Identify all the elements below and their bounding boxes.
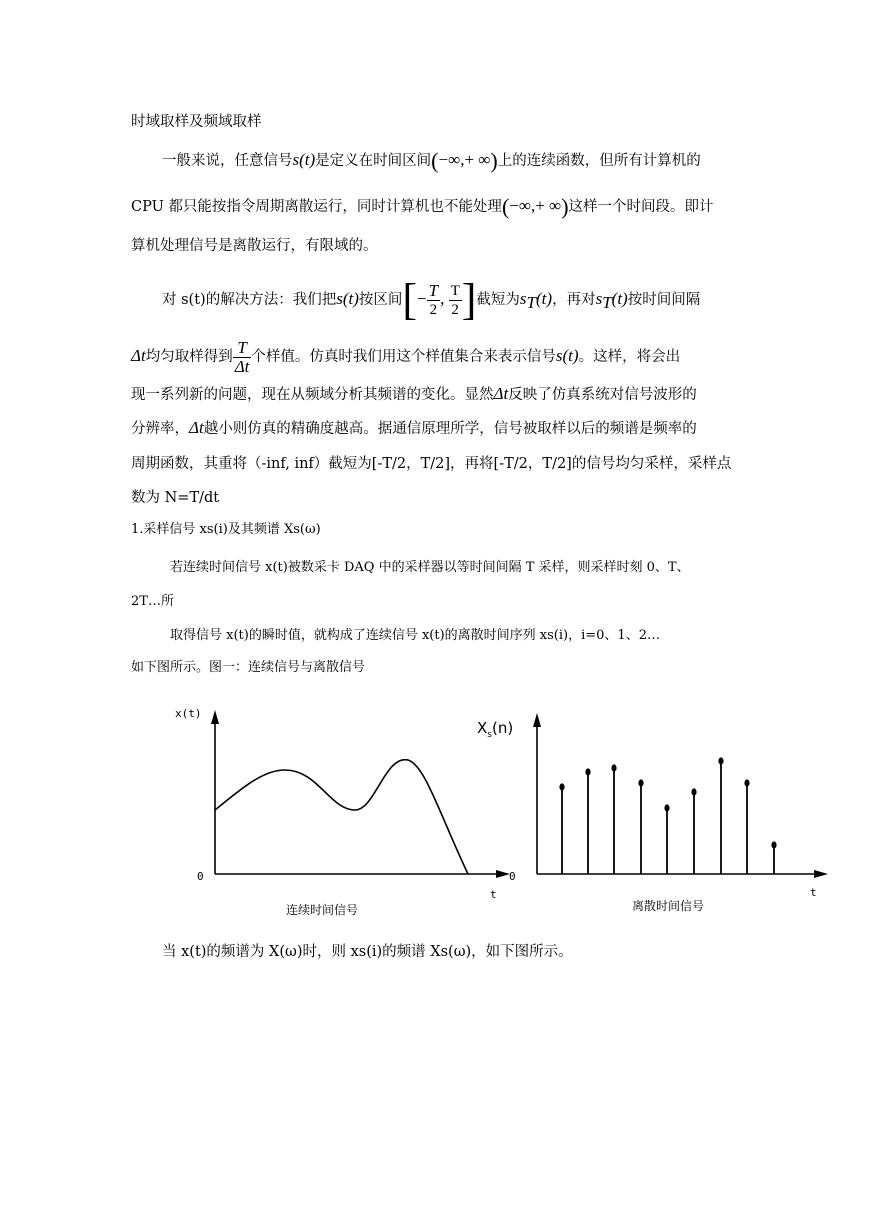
sample-dot [638,779,643,786]
left-y-arrow-icon [211,710,219,724]
section1-p2-line2: 如下图所示。图一：连续信号与离散信号 [131,660,366,675]
right-x-arrow-icon [814,870,828,878]
left-x-label: t [490,888,497,901]
sample-stems [559,757,776,874]
section1-p1-line1: 若连续时间信号 x(t)被数采卡 DAQ 中的采样器以等时间间隔 T 采样，则采样时刻 0、T、 [170,560,690,575]
discrete-signal-plot [477,713,828,913]
para2-line2: Δt均匀取样得到 $\frac{T}{\Delta t}$ 个样值。仿真时我们用这个样值集合来表示信号s(t)。这样，将会出 [131,337,681,376]
right-caption: 离散时间信号 [632,899,705,913]
continuous-signal-curve [215,760,468,874]
sample-dot [611,764,616,771]
left-x-arrow-icon [496,870,510,878]
sample-dot [718,757,723,764]
sample-dot [585,768,590,775]
sample-dot [664,804,669,811]
para2-line6: 数为 N=T/dt [131,490,220,506]
sample-dot [559,783,564,790]
para2-line3: 现一系列新的问题，现在从频域分析其频谱的变化。显然Δt反映了仿真系统对信号波形的 [131,384,697,403]
continuous-signal-plot [175,707,510,917]
para1-line2: CPU 都只能按指令周期离散运行，同时计算机也不能处理(−∞,+ ∞)这样一个时间段。即计 [131,194,714,219]
sample-dot [771,841,776,848]
right-x-label: t [810,886,817,899]
para1-line1: 一般来说，任意信号s(t)是定义在时间区间(−∞,+ ∞)上的连续函数，但所有计算机的 [162,148,701,173]
closing-line: 当 x(t)的频谱为 X(ω)时，则 xs(i)的频谱 Xs(ω)，如下图所示。 [162,944,573,960]
section1-p2-line1: 取得信号 x(t)的瞬时值，就构成了连续信号 x(t)的离散时间序列 xs(i)，i=0、1、2… [170,628,660,643]
para1-line3: 算机处理信号是离散运行，有限域的。 [131,238,378,254]
para2-line5: 周期函数，其重将（-inf, inf）截短为[-T/2，T/2]，再将[-T/2，T/2]的信号均匀采样，采样点 [131,456,732,472]
para2-line4: 分辨率，Δt越小则仿真的精确度越高。据通信原理所学，信号被取样以后的频谱是频率的 [131,418,697,437]
right-origin-label: 0 [509,870,516,883]
doc-title: 时域取样及频域取样 [131,114,262,130]
right-y-arrow-icon [533,713,541,727]
left-y-label: x(t) [175,707,202,720]
left-origin-label: 0 [197,870,204,883]
left-caption: 连续时间信号 [286,903,359,917]
section1-p1-line2: 2T…所 [131,594,174,609]
sample-dot [691,788,696,795]
right-y-label: $X_s(n)$ [477,719,514,740]
para2-line1: 对 s(t)的解决方法：我们把s(t)按区间[− $\frac{T}{2}$ , $\frac{T}{2}$ ]截短为$s_T(t)$，再对$s_T(t)$按时间间隔 [162,275,701,324]
section1-heading: 1.采样信号 xs(i)及其频谱 Xs(ω) [131,522,321,537]
sample-dot [744,779,749,786]
